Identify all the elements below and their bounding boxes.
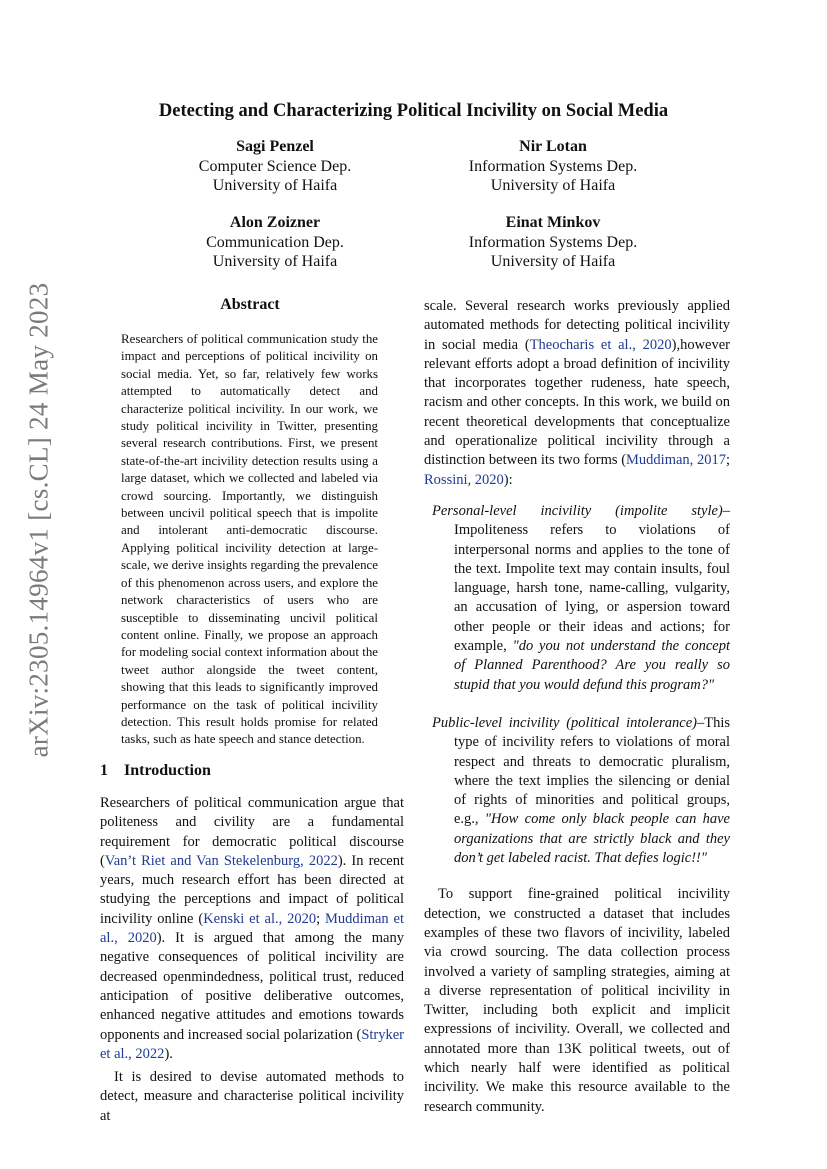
intro-paragraph: Researchers of political communication argue that politeness and civility are a fundamental requirement for democratic political discourse (Van’t Riet and Van Stekelenburg, 2022). In recent years, much research effort has been directed at studying the perceptions and impact of political incivility online (Kenski et al., 2020; Muddiman et al., 2020). It is argued that among the many negative consequences of political incivility are decreased openmindedness, political trust, reduced anticipation of positive deliberative outcomes, enhanced negative attitudes and emotions towards opponents and increased social polarization (Stryker et al., 2022). bbox=[100, 795, 405, 1062]
definition-item-public: Public-level incivility (political intolerance)–This type of incivility refers to violations of moral respect and threats to democratic pluralism, where the text implies the silencing or denial of rights of minorities and political groups, e.g., "How come only black people can have organizations that are strictly black and they don’t get labeled racist. That defies logic!!" bbox=[432, 714, 730, 867]
author-block bbox=[433, 213, 673, 272]
author-name: Nir Lotan bbox=[519, 138, 587, 155]
definition-item-personal: Personal-level incivility (impolite style)–Impoliteness refers to violations of interpersonal norms and applies to the tone of the text. Impolite text may contain insults, foul language, harsh tone, name-calling, vulgarity, an accusation of lying, or aspersion toward other people or their ideas and actions; for example, "do you not understand the concept of Planned Parenthood? Are you really so stupid that you would defund this program?" bbox=[432, 502, 730, 693]
author-name: Sagi Penzel bbox=[236, 138, 314, 155]
author-inst: University of Haifa bbox=[490, 177, 616, 194]
arxiv-sidebar-stamp bbox=[22, 282, 56, 758]
author-block bbox=[155, 137, 395, 196]
author-name: Alon Zoizner bbox=[229, 214, 321, 231]
author-dept: Computer Science Dep. bbox=[198, 157, 352, 175]
definition-term: Public-level incivility (political intolerance) bbox=[432, 714, 697, 731]
author-name: Einat Minkov bbox=[505, 214, 601, 231]
citation-link[interactable]: Stryker et al., 2022 bbox=[100, 1026, 404, 1062]
author-dept: Information Systems Dep. bbox=[468, 157, 638, 175]
citation-link[interactable]: Van’t Riet and Van Stekelenburg, 2022 bbox=[104, 852, 338, 869]
citation-link[interactable]: Rossini, 2020 bbox=[424, 471, 504, 488]
author-block bbox=[155, 213, 395, 272]
example-quote: "How come only black people can have organizations that are strictly black and they don’t get labeled racist. That defies logic!!" bbox=[454, 811, 730, 867]
abstract-text: Researchers of political communication study the impact and perceptions of political incivility on social media. Yet, so far, relatively few works attempted to automatically detect and characterize political incivility. In our work, we study political incivility in Twitter, presenting several research contributions. First, we present state-of-the-art incivility detection results using a large dataset, which we collected and labeled via crowd sourcing. Importantly, we distinguish between uncivil political speech that is impolite and intolerant anti-democratic discourse. Applying political incivility detection at large-scale, we derive insights regarding the prevalence of this phenomenon across users, and explore the network characteristics of users who are susceptible to disseminating uncivil political content online. Finally, we propose an approach for modeling social context information about the tweet author alongside the tweet content, showing that this leads to significantly improved performance on the task of political incivility detection. This result holds promise for related tasks, such as hate speech and stance detection. bbox=[121, 332, 378, 747]
intro-paragraph: It is desired to devise automated methods to detect, measure and characterise political incivility at bbox=[100, 1069, 404, 1124]
author-dept: Information Systems Dep. bbox=[468, 233, 638, 251]
section-heading bbox=[100, 762, 211, 780]
section-title: Introduction bbox=[124, 762, 211, 779]
section-number: 1 bbox=[100, 762, 108, 779]
arxiv-id: arXiv:2305.14964v1 [cs.CL] 24 May 2023 bbox=[23, 282, 54, 758]
citation-link[interactable]: Muddiman et al., 2020 bbox=[100, 910, 405, 947]
citation-link[interactable]: Theocharis et al., 2020 bbox=[529, 336, 672, 353]
definition-term: Personal-level incivility (impolite style) bbox=[432, 502, 723, 519]
author-inst: University of Haifa bbox=[212, 177, 338, 194]
author-inst: University of Haifa bbox=[490, 253, 616, 270]
paper-title: Detecting and Characterizing Political Incivility on Social Media bbox=[158, 101, 669, 121]
author-inst: University of Haifa bbox=[212, 253, 338, 270]
body-paragraph: To support fine-grained political incivility detection, we constructed a dataset that includes examples of these two flavors of incivility, labeled via crowd sourcing. The data collection process involved a variety of sampling strategies, aiming at a diverse representation of political incivility in Twitter, including both explicit and implicit expressions of incivility. Overall, we collected and annotated more than 13K political tweets, out of which nearly half were identified as political incivility. We make this resource available to the research community. bbox=[424, 886, 730, 1115]
right-column bbox=[424, 297, 730, 1117]
author-block bbox=[433, 137, 673, 196]
citation-link[interactable]: Kenski et al., 2020 bbox=[203, 910, 317, 927]
body-paragraph: scale. Several research works previously applied automated methods for detecting political incivility in social media (Theocharis et al., 2020),however relevant efforts adopt a broad definition of incivility that incorporates together rudeness, hate speech, racism and other concepts. In this work, we build on recent theoretical developments that conceptualize and operationalize political incivility through a distinction between its two forms (Muddiman, 2017; Rossini, 2020): bbox=[424, 298, 731, 488]
example-quote: "do you not understand the concept of Planned Parenthood? Are you really so stupid that you would defund this program?" bbox=[454, 638, 730, 693]
author-dept: Communication Dep. bbox=[206, 233, 344, 251]
left-column bbox=[100, 794, 404, 1126]
citation-link[interactable]: Muddiman, 2017 bbox=[626, 452, 726, 469]
abstract-heading: Abstract bbox=[220, 296, 280, 313]
